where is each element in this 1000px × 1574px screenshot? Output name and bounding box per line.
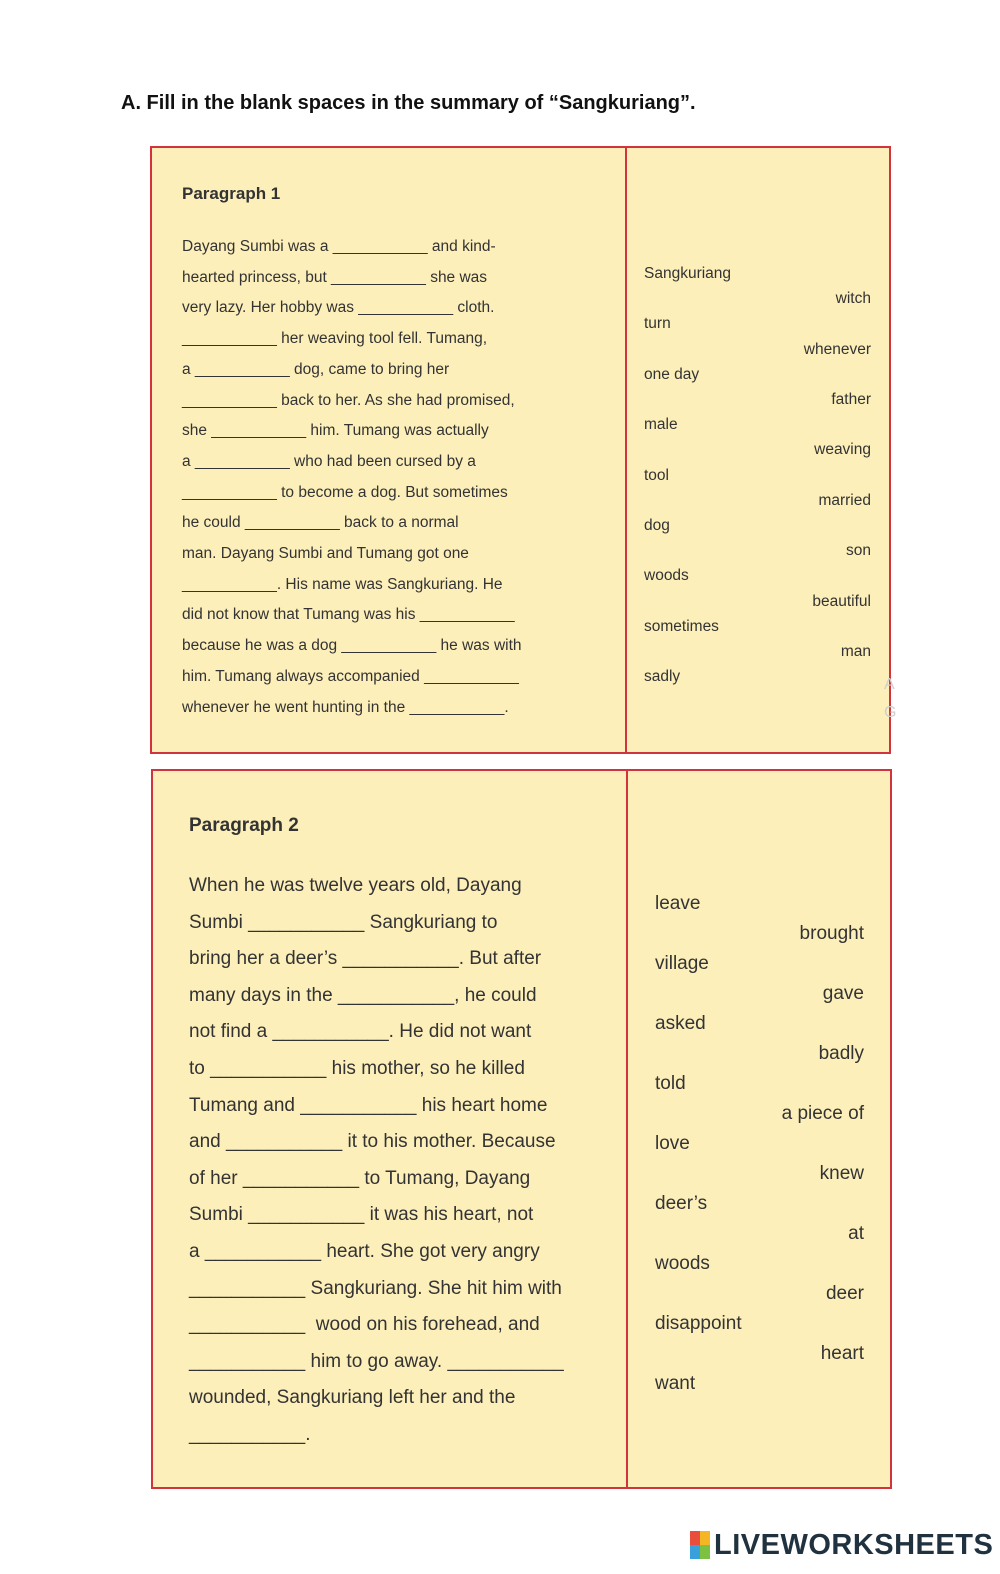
word-bank-item[interactable]: tool	[644, 466, 669, 484]
paragraph-line: very lazy. Her hobby was ___________ cloth.	[182, 299, 495, 317]
word-bank-item[interactable]: a piece of	[781, 1103, 864, 1124]
word-bank-item[interactable]: whenever	[803, 340, 871, 358]
paragraph-line: a ___________ who had been cursed by a	[182, 452, 476, 470]
paragraph-line: ___________ Sangkuriang. She hit him with	[189, 1277, 562, 1299]
word-bank-item[interactable]: beautiful	[812, 592, 871, 610]
word-bank-item[interactable]: witch	[835, 290, 871, 308]
word-bank-item[interactable]: dog	[644, 517, 670, 534]
word-bank-item[interactable]: Sangkuriang	[644, 265, 732, 282]
word-bank-item[interactable]: weaving	[814, 441, 871, 459]
word-bank-item[interactable]: son	[846, 542, 871, 560]
side-mark-a: A	[884, 676, 895, 693]
word-bank-item[interactable]: heart	[820, 1343, 864, 1364]
word-bank-item[interactable]: father	[831, 391, 871, 408]
word-bank-item[interactable]: woods	[644, 567, 689, 585]
paragraph-line: Sumbi ___________ it was his heart, not	[189, 1204, 534, 1226]
word-bank-item[interactable]: deer	[825, 1283, 864, 1304]
paragraph-line: because he was a dog ___________ he was with	[182, 637, 522, 655]
word-bank-item[interactable]: knew	[819, 1163, 864, 1184]
logo-square-3	[690, 1545, 700, 1559]
paragraph-line: hearted princess, but ___________ she was	[182, 268, 488, 286]
paragraph-line: not find a ___________. He did not want	[189, 1021, 532, 1043]
paragraph-line: ___________ him to go away. ___________	[189, 1350, 564, 1372]
paragraph-line: ___________ to become a dog. But sometimes	[182, 483, 508, 501]
paragraph-line: bring her a deer’s ___________. But after	[189, 948, 542, 970]
paragraph-line: Tumang and ___________ his heart home	[189, 1094, 548, 1116]
word-bank-item[interactable]: married	[818, 491, 871, 509]
paragraph-line: ___________ wood on his forehead, and	[189, 1314, 540, 1336]
word-bank-item[interactable]: one day	[644, 365, 700, 383]
paragraph-line: and ___________ it to his mother. Because	[189, 1131, 556, 1153]
paragraph-1-divider	[625, 148, 627, 752]
paragraph-line: ___________.	[189, 1424, 311, 1445]
paragraph-line: him. Tumang always accompanied ___________	[182, 667, 519, 685]
word-bank-item[interactable]: gave	[822, 983, 864, 1004]
word-bank-item[interactable]: sadly	[644, 668, 681, 686]
paragraph-line: ___________ back to her. As she had promised,	[182, 391, 515, 409]
paragraph-line: she ___________ him. Tumang was actually	[182, 422, 489, 440]
side-mark-g: G	[884, 704, 897, 721]
word-bank-item[interactable]: sometimes	[644, 617, 719, 635]
word-bank-item[interactable]: told	[655, 1073, 686, 1094]
paragraph-1-box	[150, 146, 891, 754]
paragraph-line: a ___________ dog, came to bring her	[182, 360, 450, 378]
paragraph-line: wounded, Sangkuriang left her and the	[189, 1387, 516, 1409]
logo-square-4	[700, 1545, 710, 1559]
paragraph-line: of her ___________ to Tumang, Dayang	[189, 1167, 531, 1189]
paragraph-line: ___________ her weaving tool fell. Tumang,	[182, 330, 488, 348]
word-bank-item[interactable]: brought	[799, 923, 864, 944]
paragraph-line: many days in the ___________, he could	[189, 984, 537, 1006]
word-bank-item[interactable]: village	[655, 953, 709, 974]
word-bank-item[interactable]: leave	[655, 893, 701, 914]
paragraph-line: whenever he went hunting in the ___________.	[182, 698, 509, 716]
logo-square-2	[700, 1531, 710, 1545]
paragraph-line: he could ___________ back to a normal	[182, 514, 459, 532]
paragraph-line: a ___________ heart. She got very angry	[189, 1241, 540, 1262]
paragraph-1-title: Paragraph 1	[182, 184, 281, 203]
word-bank-item[interactable]: turn	[644, 315, 671, 333]
word-bank-item[interactable]: deer’s	[655, 1193, 708, 1214]
word-bank-item[interactable]: disappoint	[655, 1313, 742, 1334]
liveworksheets-logo	[690, 1530, 993, 1560]
word-bank-item[interactable]: badly	[818, 1043, 864, 1064]
paragraph-line: When he was twelve years old, Dayang	[189, 875, 522, 896]
paragraph-line: ___________. His name was Sangkuriang. He	[182, 575, 503, 593]
exercise-heading: A. Fill in the blank spaces in the summary of “Sangkuriang”.	[121, 92, 696, 114]
paragraph-2-divider	[626, 771, 628, 1487]
paragraph-line: Dayang Sumbi was a ___________ and kind-	[182, 238, 496, 255]
word-bank-item[interactable]: man	[840, 643, 871, 660]
paragraph-2-box	[151, 769, 892, 1489]
word-bank-item[interactable]: love	[655, 1133, 690, 1154]
paragraph-line: man. Dayang Sumbi and Tumang got one	[182, 545, 469, 562]
paragraph-line: to ___________ his mother, so he killed	[189, 1058, 525, 1079]
word-bank-item[interactable]: at	[848, 1223, 864, 1244]
word-bank-item[interactable]: male	[644, 416, 678, 434]
word-bank-item[interactable]: asked	[655, 1013, 706, 1034]
word-bank-item[interactable]: want	[655, 1373, 696, 1394]
paragraph-2-title: Paragraph 2	[189, 815, 299, 836]
logo-square-1	[690, 1531, 700, 1545]
liveworksheets-logo-icon	[690, 1531, 710, 1559]
paragraph-line: did not know that Tumang was his ___________	[182, 606, 515, 624]
word-bank-item[interactable]: woods	[655, 1253, 710, 1274]
liveworksheets-logo-text: LIVEWORKSHEETS	[714, 1529, 994, 1561]
paragraph-line: Sumbi ___________ Sangkuriang to	[189, 911, 498, 933]
